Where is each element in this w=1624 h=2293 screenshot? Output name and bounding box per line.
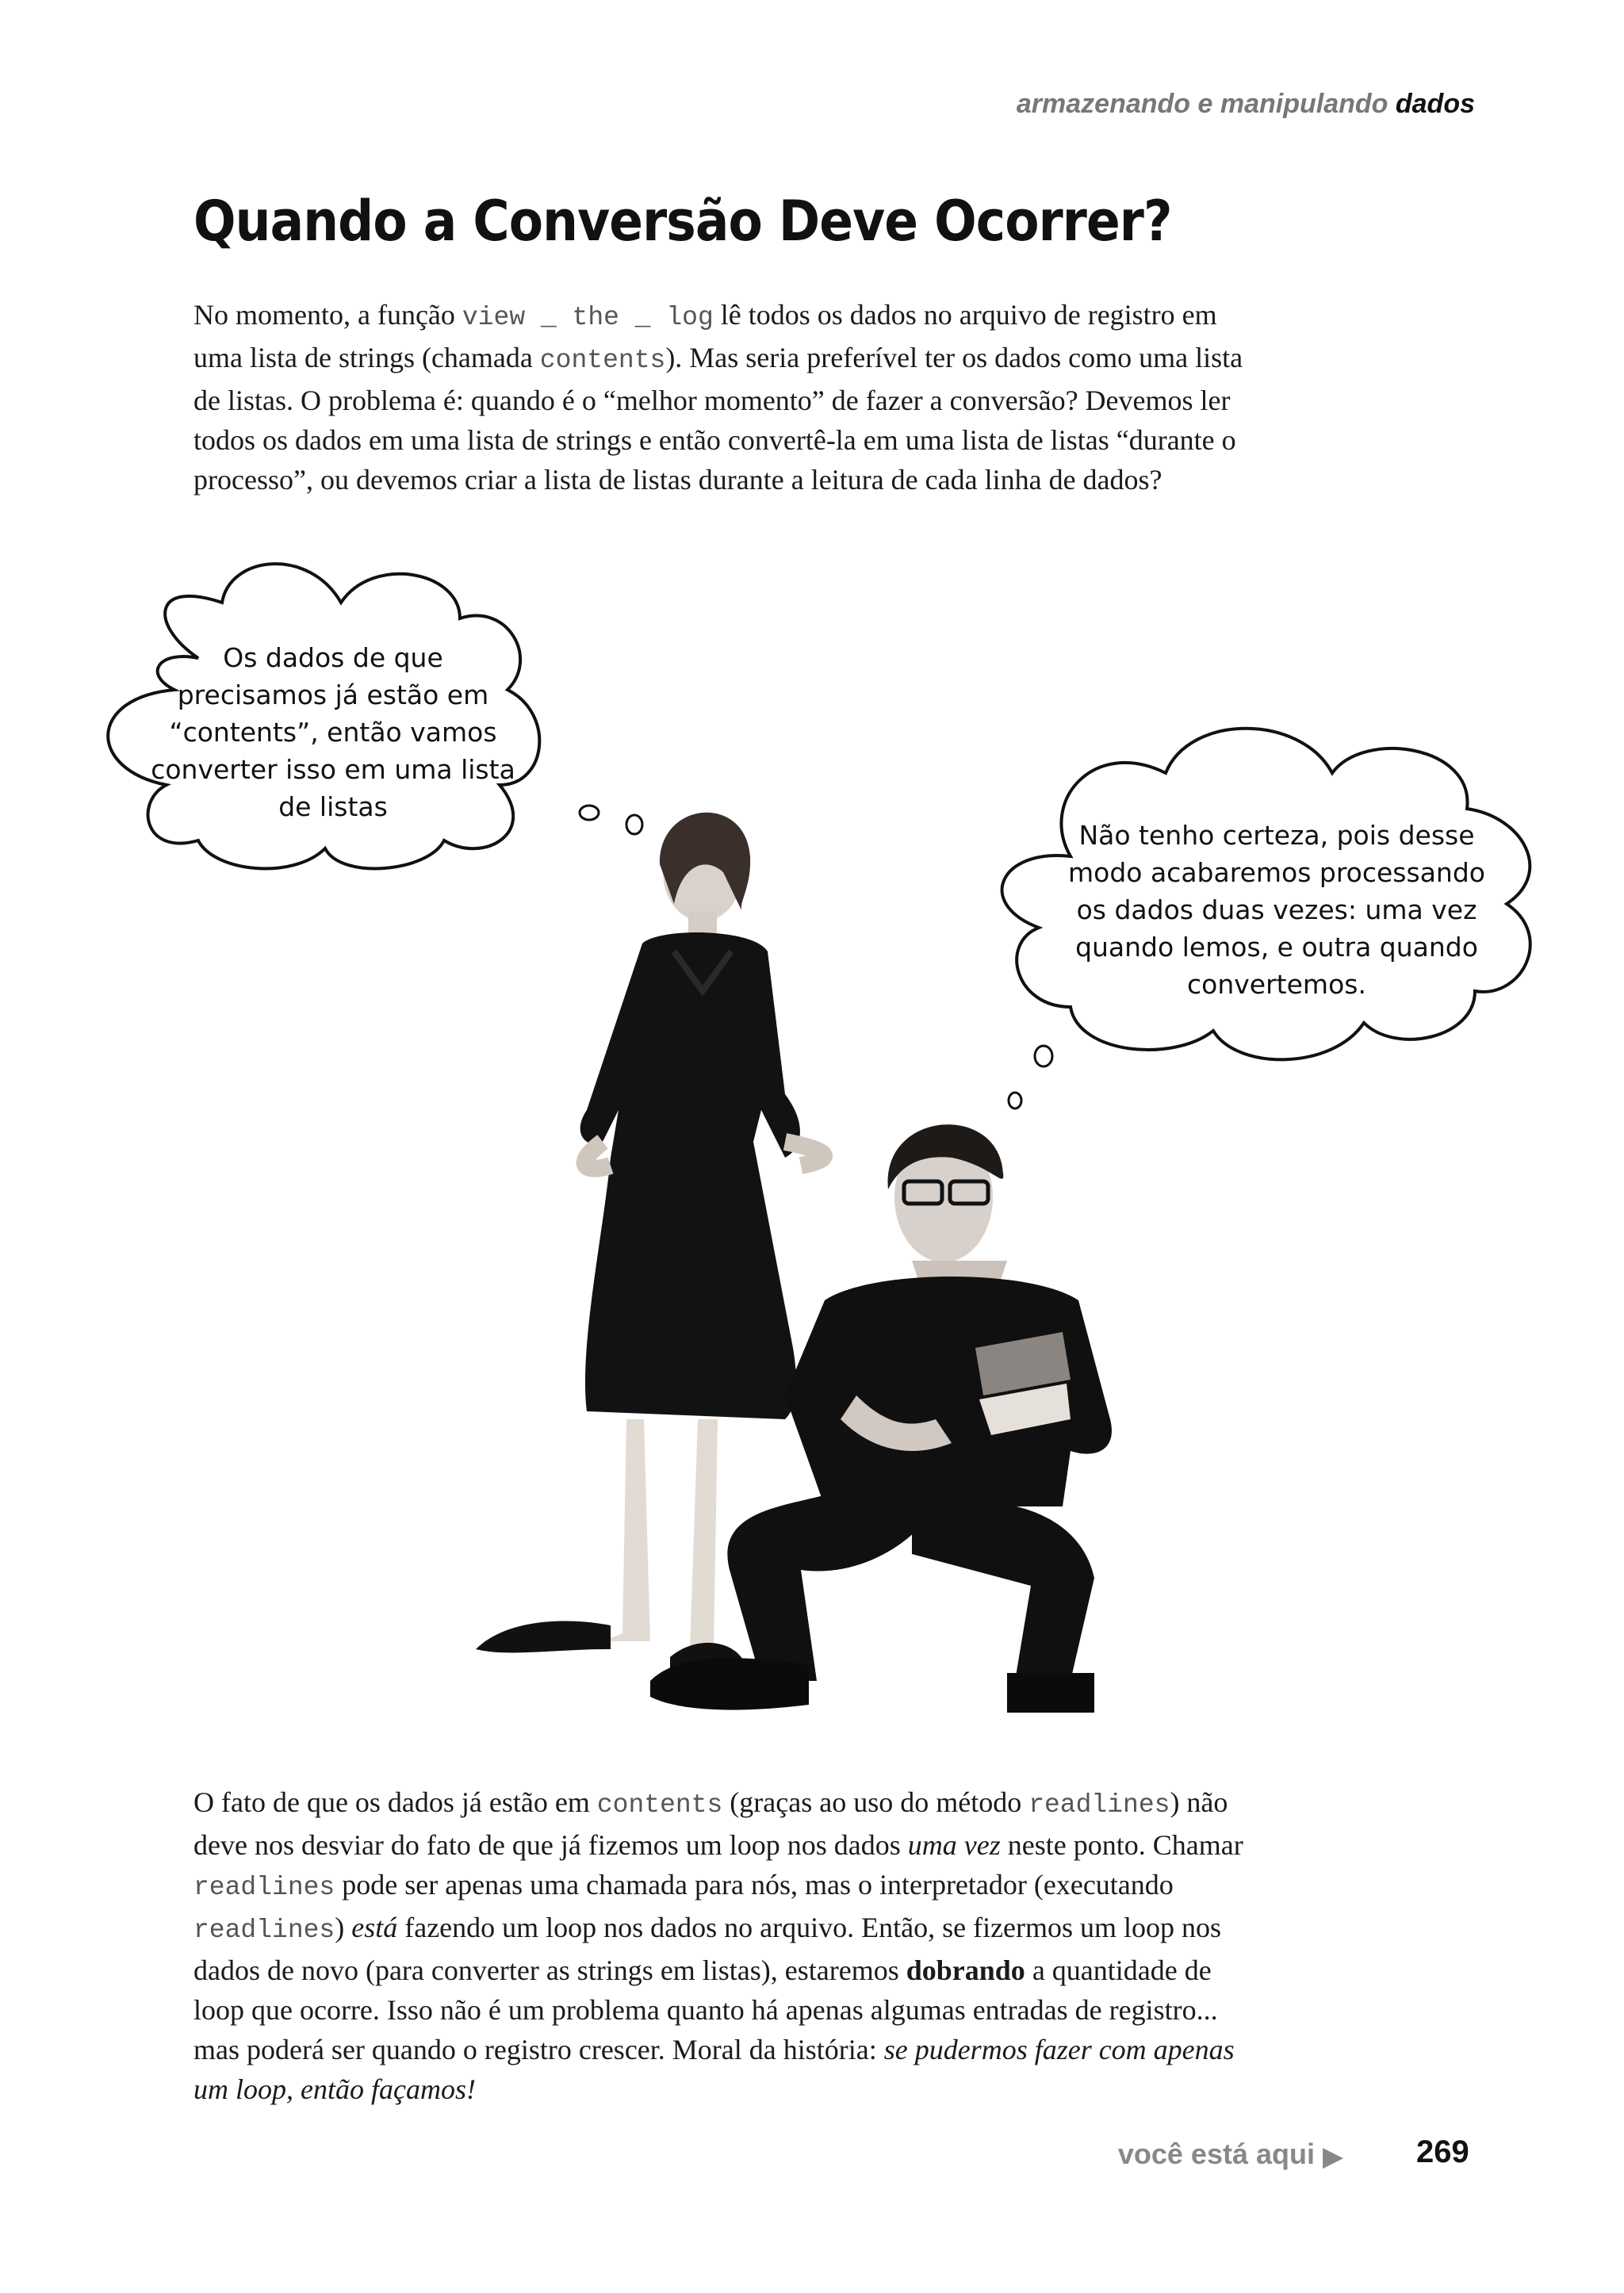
body-text-4: neste ponto. Chamar <box>1000 1829 1243 1861</box>
thought-text-left: Os dados de que precisamos já estão em “contents”, então vamos converter isso em uma lista de listas <box>151 642 515 822</box>
intro-text-1: No momento, a função <box>193 299 462 331</box>
body-text-1: O fato de que os dados já estão em <box>193 1786 597 1818</box>
body-text-7: fazendo um loop nos dados no arquivo. Então, se fizermos um loop nos dados de novo (para converter as strings em listas), estaremos <box>193 1912 1222 1986</box>
thought-dot <box>1009 1093 1021 1108</box>
body-text-6: ) <box>335 1912 352 1943</box>
body-text-3: ) não deve nos desviar do fato de que já fizemos um loop nos dados <box>193 1786 1228 1861</box>
body-italic-3: se pudermos fazer com apenas um loop, então façamos! <box>193 2034 1235 2105</box>
body-code-2: readlines <box>1028 1790 1170 1820</box>
header-section: armazenando e manipulando <box>1016 89 1396 119</box>
intro-text-2: lê todos os dados no arquivo de registro em uma lista de strings (chamada <box>193 299 1217 373</box>
body-code-1: contents <box>596 1790 723 1820</box>
intro-code-1: view _ the _ log <box>462 303 714 332</box>
thought-dot <box>1035 1046 1052 1066</box>
body-italic-1: uma vez <box>907 1829 1001 1861</box>
body-text-8: a quantidade de loop que ocorre. Isso não é um problema quanto há apenas algumas entradas de registro... mas poderá ser quando o registro crescer. Moral da história: <box>193 1954 1218 2065</box>
body-italic-2: está <box>351 1912 398 1943</box>
footer-arrow-icon: ▶ <box>1323 2141 1344 2172</box>
body-paragraph <box>193 1782 1256 2109</box>
body-text-5: pode ser apenas uma chamada para nós, mas o interpretador (executando <box>335 1869 1174 1901</box>
intro-text-3: ). Mas seria preferível ter os dados como uma lista de listas. O problema é: quando é o “melhor momento” de fazer a conversão? Devemos ler todos os dados em uma lista de strings e então convertê-la em uma lista de listas “durante o processo”, ou devemos criar a lista de listas durante a leitura de cada linha de dados? <box>193 342 1243 496</box>
page-title: Quando a Conversão Deve Ocorrer? <box>193 189 1172 254</box>
body-bold-1: dobrando <box>906 1954 1025 1986</box>
thought-dot <box>580 806 599 820</box>
thought-dot <box>626 815 642 834</box>
body-text-2: (graças ao uso do método <box>722 1786 1029 1818</box>
body-code-3: readlines <box>193 1873 335 1902</box>
header-section-bold: dados <box>1395 89 1475 119</box>
intro-code-2: contents <box>539 346 666 375</box>
footer-label: você está aqui <box>1117 2138 1315 2170</box>
page-number: 269 <box>1416 2134 1469 2169</box>
body-code-4: readlines <box>193 1916 335 1945</box>
thought-text-right: Não tenho certeza, pois desse modo acabaremos processando os dados duas vezes: uma vez quando lemos, e outra quando convertemos. <box>1068 820 1485 1000</box>
